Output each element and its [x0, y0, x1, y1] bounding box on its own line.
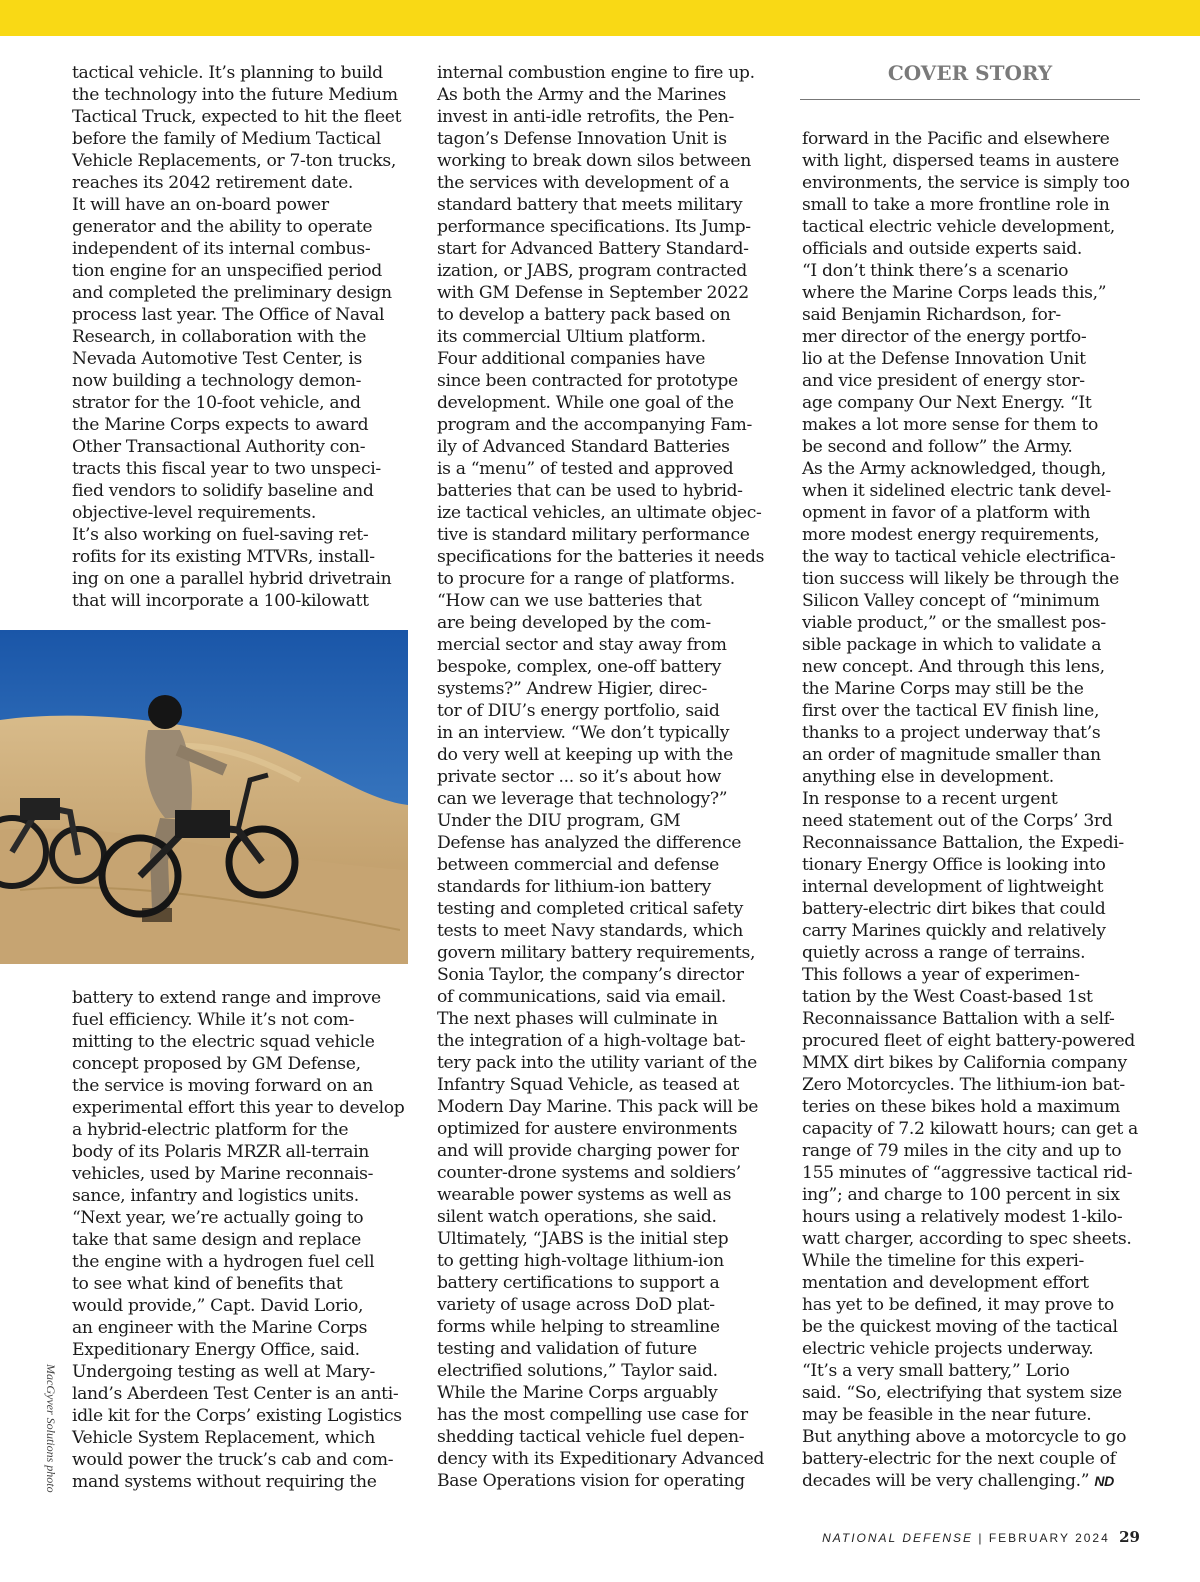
footer-publication: NATIONAL DEFENSE [822, 1531, 974, 1545]
article-column-1-bottom: battery to extend range and improve fuel efficiency. While it’s not com- mitting to the electric squad vehicle concept proposed by GM Defense, the service is moving forward on an experimental effort this year to develop a hybrid-electric platform for the body of its Polaris MRZR all-terrain vehicles, used by Marine reconnais- sance, infantry and logistics units. “Next year, we’re actually going to take that same design and replace the engine with a hydrogen fuel cell to see what kind of benefits that would provide,” Capt. David Lorio, an engineer with the Marine Corps Expeditionary Energy Office, said. Undergoing testing as well at Mary- land’s Aberdeen Test Center is an anti- idle kit for the Corps’ existing Logistics Vehicle System Replacement, which would power the truck’s cab and com- mand systems without requiring the [72, 988, 405, 1492]
article-column-3 [802, 128, 1147, 1492]
photo-dirt-bike-riders [0, 630, 408, 964]
top-color-bar [0, 0, 1200, 36]
page-footer [822, 1528, 1140, 1546]
article-column-1-top: tactical vehicle. It’s planning to build the technology into the future Medium Tactical Truck, expected to hit the fleet before the family of Medium Tactical Vehicle Replacements, or 7-ton trucks, reaches its 2042 retirement date. It will have an on-board power generator and the ability to operate independent of its internal combus- tion engine for an unspecified period and completed the preliminary design process last year. The Office of Naval Research, in collaboration with the Nevada Automotive Test Center, is now building a technology demon- strator for the 10-foot vehicle, and the Marine Corps expects to award Other Transactional Authority con- tracts this fiscal year to two unspeci- fied vendors to solidify baseline and objective-level requirements. It’s also working on fuel-saving ret- rofits for its existing MTVRs, install- ing on one a parallel hybrid drivetrain that will incorporate a 100-kilowatt [72, 63, 402, 611]
photo-credit: MacGyver Solutions photo [44, 1364, 58, 1493]
article-column-2: internal combustion engine to fire up. As both the Army and the Marines invest in anti-idle retrofits, the Pen- tagon’s Defense Innovation Unit is working to break down silos between the services with development of a standard battery that meets military performance specifications. Its Jump- start for Advanced Battery Standard- ization, or JABS, program contracted with GM Defense in September 2022 to develop a battery pack based on its commercial Ultium platform. Four additional companies have since been contracted for prototype development. While one goal of the program and the accompanying Fam- ily of Advanced Standard Batteries is a “menu” of tested and approved batteries that can be used to hybrid- ize tactical vehicles, an ultimate objec- tive is standard military performance specifications for the batteries it needs to procure for a range of platforms. “How can we use batteries that are being developed by the com- mercial sector and stay away from bespoke, complex, one-off battery systems?” Andrew Higier, direc- tor of DIU’s energy portfolio, said in an interview. “We don’t typically do very well at keeping up with the private sector ... so it’s about how can we leverage that technology?” Under the DIU program, GM Defense has analyzed the difference between commercial and defense standards for lithium-ion battery testing and completed critical safety tests to meet Navy standards, which govern military battery requirements, Sonia Taylor, the company’s director of communications, said via email. The next phases will culminate in the integration of a high-voltage bat- tery pack into the utility variant of the Infantry Squad Vehicle, as teased at Modern Day Marine. This pack will be optimized for austere environments and will provide charging power for counter-drone systems and soldiers’ wearable power systems as well as silent watch operations, she said. Ultimately, “JABS is the initial step to getting high-voltage lithium-ion battery certifications to support a variety of usage across DoD plat- forms while helping to streamline testing and validation of future electrified solutions,” Taylor said. While the Marine Corps arguably has the most compelling use case for shedding tactical vehicle fuel depen- dency with its Expeditionary Advanced Base Operations vision for operating [437, 63, 765, 1491]
end-mark: ND [1094, 1473, 1114, 1489]
article-column-3-text: forward in the Pacific and elsewhere with light, dispersed teams in austere environments, the service is simply too small to take a more frontline role in tactical electric vehicle development, officials and outside experts said. “I don’t think there’s a scenario where the Marine Corps leads this,” said Benjamin Richardson, for- mer director of the energy portfo- lio at the Defense Innovation Unit and vice president of energy stor- age company Our Next Energy. “It makes a lot more sense for them to be second and follow” the Army. As the Army acknowledged, though, when it sidelined electric tank devel- opment in favor of a platform with more modest energy requirements, the way to tactical vehicle electrifica- tion success will likely be through the Silicon Valley concept of “minimum viable product,” or the smallest pos- sible package in which to validate a new concept. And through this lens, the Marine Corps may still be the first over the tactical EV finish line, thanks to a project underway that’s an order of magnitude smaller than anything else in development. In response to a recent urgent need statement out of the Corps’ 3rd Reconnaissance Battalion, the Expedi- tionary Energy Office is looking into internal development of lightweight battery-electric dirt bikes that could carry Marines quickly and relatively quietly across a range of terrains. This follows a year of experimen- tation by the West Coast-based 1st Reconnaissance Battalion with a self- procured fleet of eight battery-powered MMX dirt bikes by California company Zero Motorcycles. The lithium-ion bat- teries on these bikes hold a maximum capacity of 7.2 kilowatt hours; can get a range of 79 miles in the city and up to 155 minutes of “aggressive tactical rid- ing”; and charge to 100 percent in six hours using a relatively modest 1-kilo- watt charger, according to spec sheets. While the timeline for this experi- mentation and development effort has yet to be defined, it may prove to be the quickest moving of the tactical electric vehicle projects underway. “It’s a very small battery,” Lorio said. “So, electrifying that system size may be feasible in the near future. But anything above a motorcycle to go battery-electric for the next couple of decades will be very challenging.” [802, 129, 1138, 1491]
section-label: COVER STORY [887, 61, 1053, 85]
page-number: 29 [1119, 1528, 1140, 1546]
footer-separator: | [978, 1531, 984, 1545]
article-photo [0, 630, 408, 964]
footer-date: FEBRUARY 2024 [988, 1531, 1110, 1545]
section-divider [800, 99, 1140, 100]
